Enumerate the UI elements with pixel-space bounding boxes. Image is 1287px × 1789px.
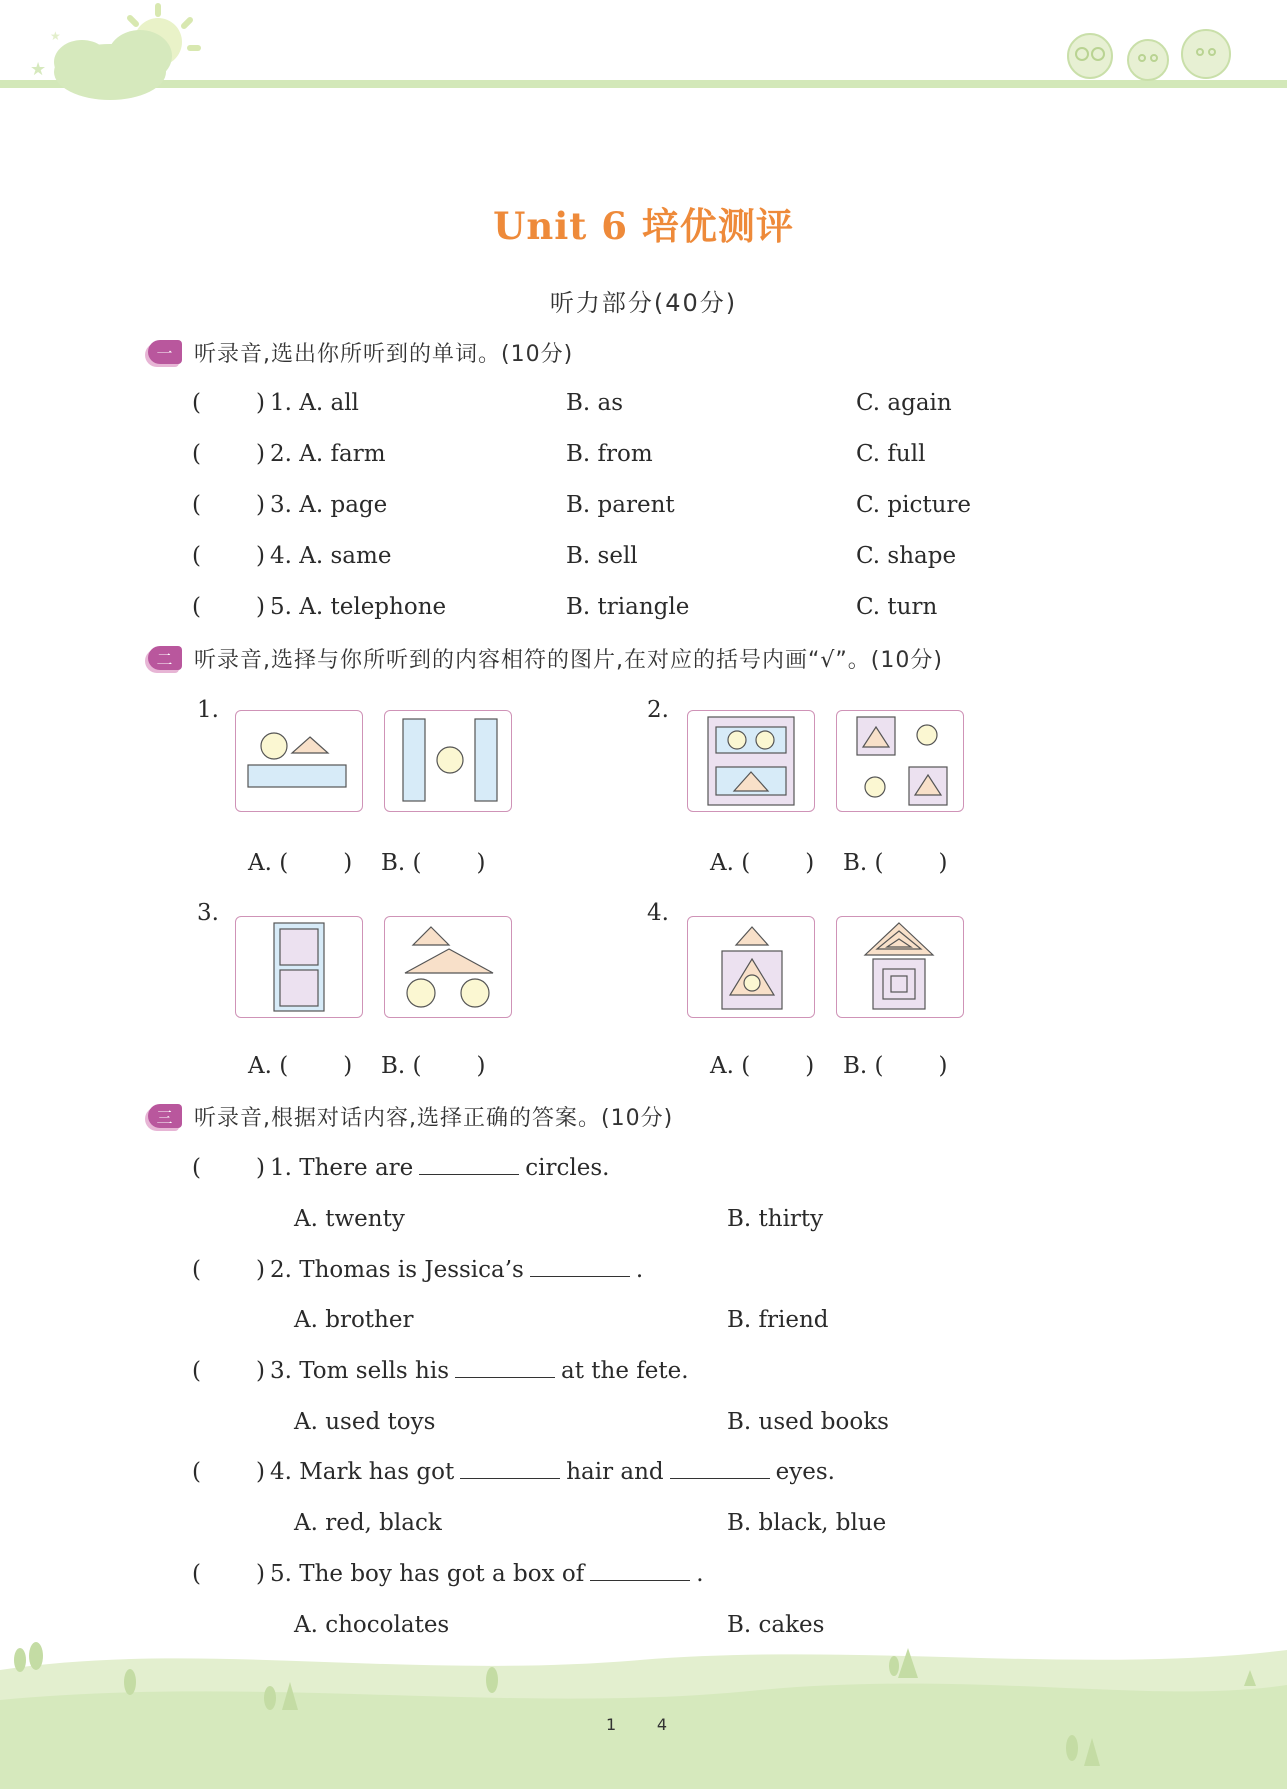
section-1-badge: 一 xyxy=(148,340,182,364)
option-a: 5. A. telephone xyxy=(270,594,447,620)
svg-text:★: ★ xyxy=(30,59,47,80)
option-close-paren: ) xyxy=(476,850,486,876)
answer-bracket-open[interactable]: ( xyxy=(192,543,201,569)
s3-q1-option-a: A. twenty xyxy=(294,1206,405,1232)
fill-blank xyxy=(419,1156,519,1175)
picture-2a-option[interactable] xyxy=(710,850,814,876)
s1-question-3 xyxy=(0,492,1287,522)
option-b: B. triangle xyxy=(566,594,690,620)
answer-bracket-close: ) xyxy=(256,390,265,416)
animals-decoration xyxy=(1060,18,1260,88)
s3-q5-option-b: B. cakes xyxy=(727,1612,825,1638)
picture-2a xyxy=(687,710,815,812)
s3-question-2 xyxy=(0,1257,1287,1287)
picture-1b-option[interactable] xyxy=(381,850,485,876)
option-b: B. from xyxy=(566,441,653,467)
section-3-badge: 三 xyxy=(148,1104,182,1128)
option-c: C. turn xyxy=(856,594,938,620)
picture-4a xyxy=(687,916,815,1018)
s3-question-4 xyxy=(0,1459,1287,1489)
picture-2b xyxy=(836,710,964,812)
option-b-label: B. ( xyxy=(381,1053,422,1079)
section-2-badge: 二 xyxy=(148,646,182,670)
answer-bracket-close: ) xyxy=(256,594,265,620)
answer-bracket-open[interactable]: ( xyxy=(192,390,201,416)
s3-q2-option-b: B. friend xyxy=(727,1307,829,1333)
picture-item-3-number: 3. xyxy=(197,900,219,926)
answer-bracket-open[interactable]: ( xyxy=(192,1257,201,1283)
option-close-paren: ) xyxy=(938,850,948,876)
option-c: C. full xyxy=(856,441,926,467)
picture-item-2-number: 2. xyxy=(647,697,669,723)
picture-4b xyxy=(836,916,964,1018)
option-b: B. parent xyxy=(566,492,675,518)
option-a-label: A. ( xyxy=(248,850,289,876)
answer-bracket-open[interactable]: ( xyxy=(192,1358,201,1384)
s3-question-3 xyxy=(0,1358,1287,1388)
picture-3a-option[interactable] xyxy=(248,1053,352,1079)
picture-1b xyxy=(384,710,512,812)
question-text: 3. Tom sells his xyxy=(270,1358,449,1384)
answer-bracket-open[interactable]: ( xyxy=(192,492,201,518)
fill-blank xyxy=(670,1460,770,1479)
s3-question-5 xyxy=(0,1561,1287,1591)
option-b: B. as xyxy=(566,390,624,416)
answer-bracket-close: ) xyxy=(256,1155,265,1181)
answer-bracket-close: ) xyxy=(256,1358,265,1384)
question-text: 1. There are xyxy=(270,1155,414,1181)
s1-question-2 xyxy=(0,441,1287,471)
answer-bracket-open[interactable]: ( xyxy=(192,594,201,620)
s1-question-5 xyxy=(0,594,1287,624)
answer-bracket-close: ) xyxy=(256,1561,265,1587)
option-a: 4. A. same xyxy=(270,543,392,569)
section-3-heading xyxy=(148,1101,673,1131)
option-a-label: A. ( xyxy=(710,850,751,876)
picture-3b-option[interactable] xyxy=(381,1053,485,1079)
section-2-instructions: 听录音,选择与你所听到的内容相符的图片,在对应的括号内画“√”。(10分) xyxy=(194,647,943,673)
option-c: C. again xyxy=(856,390,952,416)
fill-blank xyxy=(460,1460,560,1479)
option-a: 2. A. farm xyxy=(270,441,386,467)
picture-4a-option[interactable] xyxy=(710,1053,814,1079)
fill-blank xyxy=(530,1258,630,1277)
option-close-paren: ) xyxy=(805,1053,815,1079)
picture-1a xyxy=(235,710,363,812)
question-text-end: eyes. xyxy=(775,1459,835,1485)
picture-3b xyxy=(384,916,512,1018)
picture-item-4-number: 4. xyxy=(647,900,669,926)
answer-bracket-close: ) xyxy=(256,1257,265,1283)
svg-text:★: ★ xyxy=(50,29,61,43)
question-text-end: . xyxy=(696,1561,704,1587)
option-b: B. sell xyxy=(566,543,638,569)
section-3-instructions: 听录音,根据对话内容,选择正确的答案。(10分) xyxy=(194,1105,674,1131)
option-close-paren: ) xyxy=(343,850,353,876)
answer-bracket-open[interactable]: ( xyxy=(192,1155,201,1181)
option-a: 1. A. all xyxy=(270,390,359,416)
picture-3a xyxy=(235,916,363,1018)
section-1-heading xyxy=(148,337,573,367)
answer-bracket-close: ) xyxy=(256,441,265,467)
listening-section-title: 听力部分(40分) xyxy=(549,289,738,317)
option-b-label: B. ( xyxy=(381,850,422,876)
sun-cloud-decoration xyxy=(20,0,220,120)
s3-q1-option-b: B. thirty xyxy=(727,1206,824,1232)
question-text-end: . xyxy=(635,1257,644,1283)
s1-question-4 xyxy=(0,543,1287,573)
section-1-instructions: 听录音,选出你所听到的单词。(10分) xyxy=(194,341,574,367)
picture-item-1-number: 1. xyxy=(197,697,219,723)
option-a-label: A. ( xyxy=(248,1053,289,1079)
s3-q3-option-b: B. used books xyxy=(727,1409,889,1435)
s3-q3-option-a: A. used toys xyxy=(294,1409,436,1435)
answer-bracket-open[interactable]: ( xyxy=(192,441,201,467)
s1-question-1 xyxy=(0,390,1287,420)
page-number: 1 4 xyxy=(606,1715,668,1734)
s3-question-1 xyxy=(0,1155,1287,1185)
option-a-label: A. ( xyxy=(710,1053,751,1079)
option-close-paren: ) xyxy=(343,1053,353,1079)
question-text-mid: hair and xyxy=(566,1459,664,1485)
option-close-paren: ) xyxy=(476,1053,486,1079)
fill-blank xyxy=(455,1359,555,1378)
option-close-paren: ) xyxy=(938,1053,948,1079)
option-c: C. picture xyxy=(856,492,972,518)
question-text: 4. Mark has got xyxy=(270,1459,455,1485)
section-2-heading xyxy=(148,643,943,673)
question-text-end: at the fete. xyxy=(561,1358,689,1384)
s3-q4-option-b: B. black, blue xyxy=(727,1510,887,1536)
option-b-label: B. ( xyxy=(843,1053,884,1079)
footer-hills-decoration xyxy=(0,1620,1287,1789)
answer-bracket-close: ) xyxy=(256,543,265,569)
picture-2b-option[interactable] xyxy=(843,850,947,876)
s3-q2-option-a: A. brother xyxy=(294,1307,414,1333)
option-c: C. shape xyxy=(856,543,957,569)
option-close-paren: ) xyxy=(805,850,815,876)
s3-q4-option-a: A. red, black xyxy=(294,1510,442,1536)
answer-bracket-open[interactable]: ( xyxy=(192,1459,201,1485)
picture-1a-option[interactable] xyxy=(248,850,352,876)
question-text: 2. Thomas is Jessica’s xyxy=(270,1257,524,1283)
option-a: 3. A. page xyxy=(270,492,388,518)
answer-bracket-close: ) xyxy=(256,1459,265,1485)
s3-q5-option-a: A. chocolates xyxy=(294,1612,450,1638)
page-title: Unit 6 培优测评 xyxy=(493,204,794,248)
answer-bracket-close: ) xyxy=(256,492,265,518)
question-text-end: circles. xyxy=(525,1155,610,1181)
fill-blank xyxy=(590,1562,690,1581)
option-b-label: B. ( xyxy=(843,850,884,876)
answer-bracket-open[interactable]: ( xyxy=(192,1561,201,1587)
question-text: 5. The boy has got a box of xyxy=(270,1561,585,1587)
picture-4b-option[interactable] xyxy=(843,1053,947,1079)
